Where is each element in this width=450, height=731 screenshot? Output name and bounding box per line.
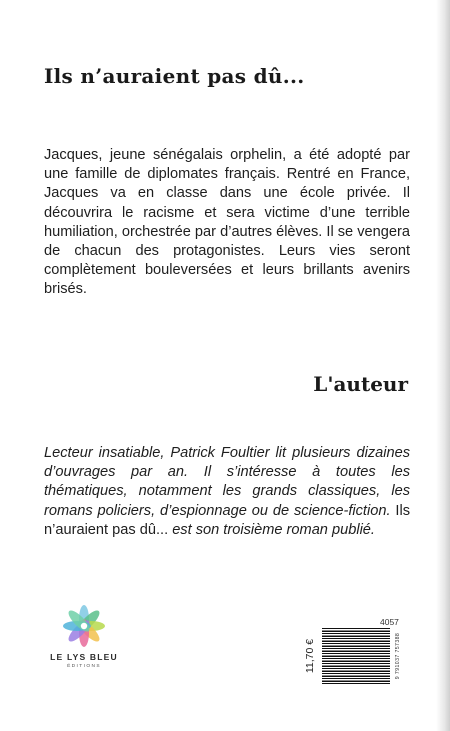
bio-part1: Lecteur insatiable, Patrick Foultier lit plusieurs dizaines d’ouvrages par an. Il s’intéresse à toutes les thématiques, notamment les grands classiques, les romans policiers, d’espionnage ou de science-fiction. [44, 445, 410, 519]
lotus-flower-icon [62, 604, 106, 648]
price-text: 11,70 € [304, 638, 316, 674]
book-title: Ils n’auraient pas dû... [44, 64, 305, 88]
publisher-name: LE LYS BLEU [50, 652, 118, 662]
price-label [304, 628, 316, 684]
bio-part2: est son troisième roman publié. [168, 521, 375, 538]
publisher-logo [46, 604, 122, 684]
spine-shadow [436, 0, 450, 731]
synopsis-text: Jacques, jeune sénégalais orphelin, a été adopté par une famille de diplomates français. Rentré en France, Jacques va en classe dans une école privée. Il découvrira le racisme et sera victime d’une terrible humiliation, orchestrée par d’autres élèves. Il se vengera de chacun des protagonistes. Leurs vies seront complètement bouleversées et leurs brillants avenirs brisés. [44, 147, 410, 298]
bio-book-title: Ils n’auraient pas dû... [44, 502, 410, 538]
isbn-label [392, 628, 404, 684]
barcode [322, 628, 390, 684]
author-bio [44, 444, 410, 540]
product-code: 4057 [380, 617, 399, 627]
publisher-subtitle: ÉDITIONS [67, 664, 101, 669]
author-heading: L'auteur [313, 372, 408, 396]
isbn-text: 9 791037 757388 [395, 632, 401, 680]
